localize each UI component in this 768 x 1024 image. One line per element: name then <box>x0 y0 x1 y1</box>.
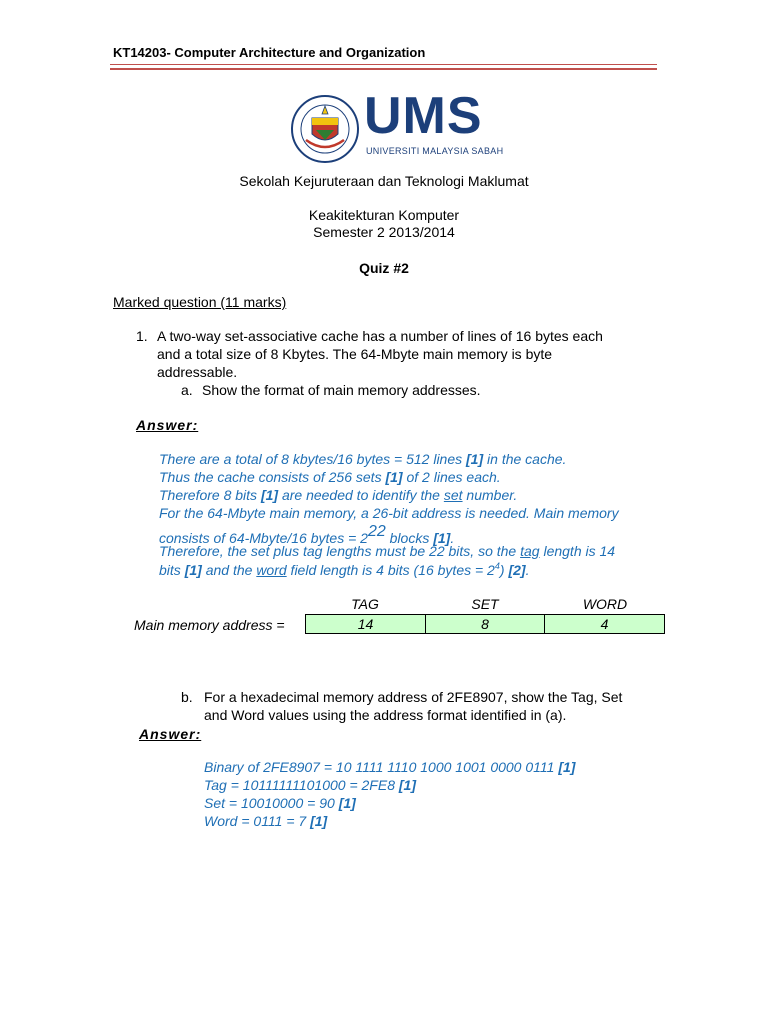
word-field-cell: 4 <box>544 614 665 634</box>
q1-line2: and a total size of 8 Kbytes. The 64-Mbyte main memory is byte <box>157 346 553 362</box>
header-word: WORD <box>582 596 628 612</box>
answer-b-binary: Binary of 2FE8907 = 10 1111 1110 1000 1001 0000 0111 [1] <box>204 759 576 775</box>
header-rule <box>110 64 657 65</box>
answer-a-line7: bits [1] and the word field length is 4 bits (16 bytes = $2^4$) [2]. <box>159 561 530 578</box>
university-crest-icon <box>290 94 360 164</box>
marked-question: Marked question (11 marks) <box>113 294 287 310</box>
header-rule-thick <box>110 68 657 70</box>
q1-line3: addressable. <box>157 364 238 380</box>
q1-line1: A two-way set-associative cache has a number of lines of 16 bytes each <box>157 328 603 344</box>
set-field-cell: 8 <box>425 614 546 634</box>
header-tag: TAG <box>351 596 379 612</box>
subject-name: Keakitekturan Komputer <box>308 207 460 223</box>
answer-a-line3: Therefore 8 bits [1] are needed to identify the set number. <box>159 487 518 503</box>
answer-a-line2: Thus the cache consists of 256 sets [1] of 2 lines each. <box>159 469 501 485</box>
answer-b-set: Set = 10010000 = 90 [1] <box>204 795 356 811</box>
q1b-letter: b. <box>181 689 193 705</box>
answer-a-line4: For the 64-Mbyte main memory, a 26-bit address is needed. Main memory <box>159 505 619 521</box>
course-title: KT14203- Computer Architecture and Organization <box>113 45 426 60</box>
q1b-line1: For a hexadecimal memory address of 2FE8907, show the Tag, Set <box>204 689 623 705</box>
q1b-line2: and Word values using the address format identified in (a). <box>204 707 567 723</box>
semester: Semester 2 2013/2014 <box>313 224 455 240</box>
answer-b-word: Word = 0111 = 7 [1] <box>204 813 328 829</box>
q1-number: 1. <box>136 328 148 344</box>
ums-wordmark: UMS <box>364 87 483 145</box>
q1a-text: Show the format of main memory addresses. <box>202 382 481 398</box>
answer-a-line6: Therefore, the set plus tag lengths must be 22 bits, so the tag length is 14 <box>159 543 616 559</box>
answer-a-line1: There are a total of 8 kbytes/16 bytes = 512 lines [1] in the cache. <box>159 451 567 467</box>
quiz-title: Quiz #2 <box>359 260 409 276</box>
header-set: SET <box>471 596 499 612</box>
answer-b-tag: Tag = 10111111101000 = 2FE8 [1] <box>204 777 416 793</box>
answer-label-a: Answer: <box>136 417 199 433</box>
ums-subtitle: UNIVERSITI MALAYSIA SABAH <box>366 146 504 156</box>
school-name: Sekolah Kejuruteraan dan Teknologi Maklumat <box>239 173 529 189</box>
address-row-label: Main memory address = <box>134 617 285 633</box>
tag-field-cell: 14 <box>305 614 426 634</box>
answer-label-b: Answer: <box>139 726 202 742</box>
q1a-letter: a. <box>181 382 193 398</box>
answer-a-line5: consists of 64-Mbyte/16 bytes = $2^{22}$ blocks [1]. <box>159 523 455 546</box>
